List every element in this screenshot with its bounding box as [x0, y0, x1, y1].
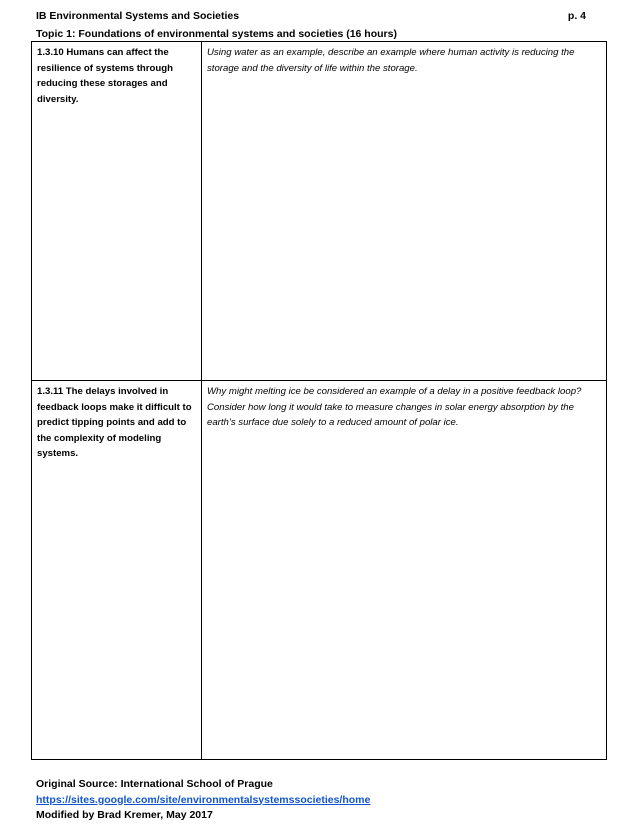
source-link[interactable]: https://sites.google.com/site/environmentalsystemssocieties/home — [36, 793, 371, 806]
page-header — [36, 7, 586, 43]
table-row — [32, 42, 607, 381]
source-credit: Original Source: International School of Prague — [36, 778, 273, 790]
course-title: IB Environmental Systems and Societies — [36, 10, 240, 22]
page-footer — [36, 777, 370, 824]
topic-cell: 1.3.11 The delays involved in feedback loops make it difficult to predict tipping points and add to the complexity of modeling systems. — [32, 381, 202, 760]
header-row — [36, 7, 586, 25]
table-row — [32, 381, 607, 760]
topic-title: Topic 1: Foundations of environmental systems and societies (16 hours) — [36, 28, 397, 40]
page-number: p. 4 — [567, 10, 586, 22]
answer-cell[interactable]: Why might melting ice be considered an example of a delay in a positive feedback loop? Consider how long it would take to measure changes in solar energy absorption by the earth’s surface due solely to a reduced amount of polar ice. — [202, 381, 607, 760]
worksheet-table — [31, 41, 607, 760]
topic-cell: 1.3.10 Humans can affect the resilience of systems through reducing these storages and diversity. — [32, 42, 202, 381]
answer-cell[interactable]: Using water as an example, describe an example where human activity is reducing the storage and the diversity of life within the storage. — [202, 42, 607, 381]
modified-credit: Modified by Brad Kremer, May 2017 — [36, 809, 213, 821]
